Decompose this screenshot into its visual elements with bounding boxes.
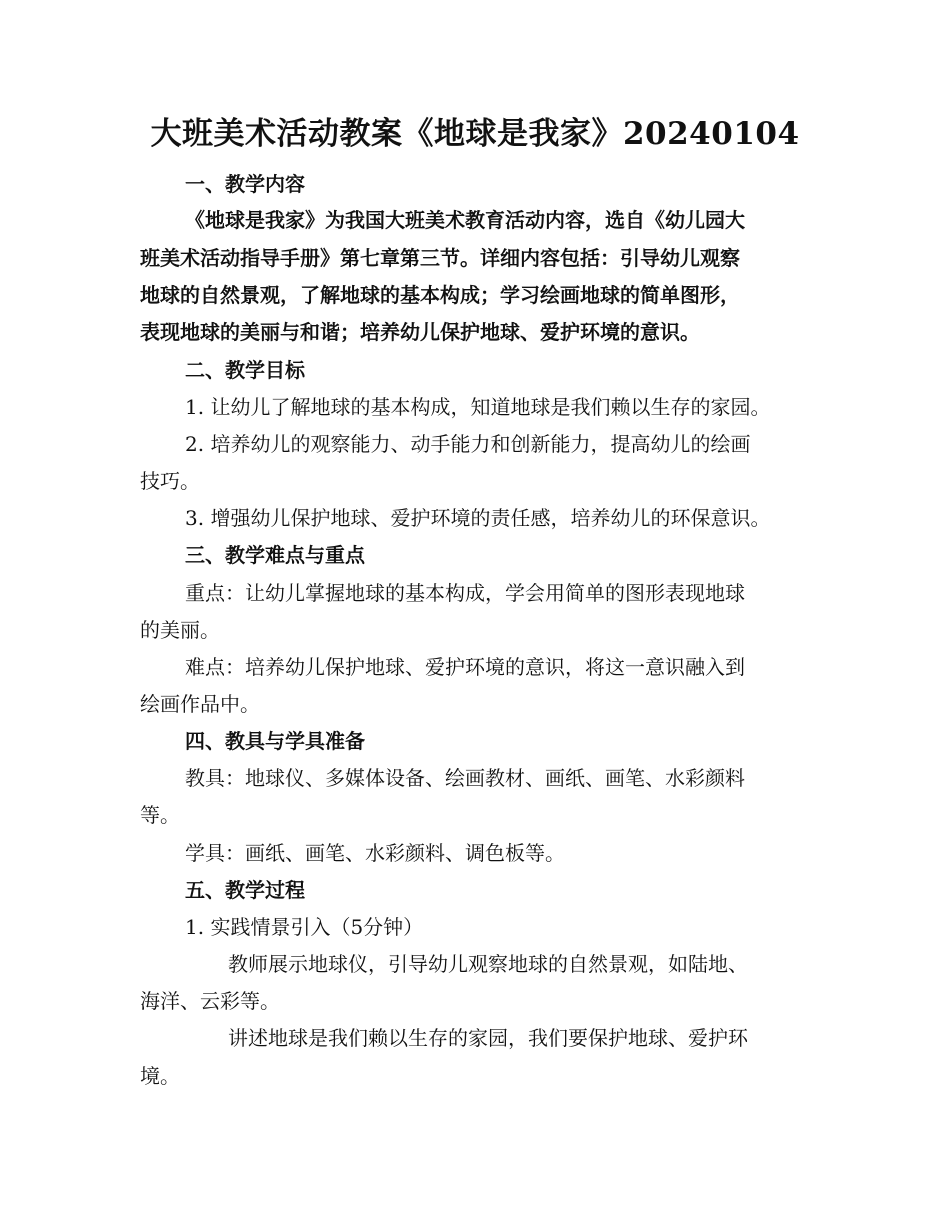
paragraph-line: 教师展示地球仪，引导幼儿观察地球的自然景观，如陆地、: [228, 952, 748, 976]
paragraph-line: 重点：让幼儿掌握地球的基本构成，学会用简单的图形表现地球: [185, 581, 745, 605]
paragraph-line: 教具：地球仪、多媒体设备、绘画教材、画纸、画笔、水彩颜料: [185, 766, 745, 790]
paragraph-line: 绘画作品中。: [140, 692, 260, 716]
paragraph-line: 难点：培养幼儿保护地球、爱护环境的意识，将这一意识融入到: [185, 655, 745, 679]
section-heading-objectives: 二、教学目标: [185, 358, 305, 382]
paragraph-line: 等。: [140, 803, 180, 827]
document-title: 大班美术活动教案《地球是我家》20240104: [150, 116, 800, 152]
list-item: 3. 增强幼儿保护地球、爱护环境的责任感，培养幼儿的环保意识。: [185, 506, 771, 530]
section-heading-key-points: 三、教学难点与重点: [185, 543, 365, 567]
paragraph-line: 海洋、云彩等。: [140, 989, 280, 1013]
section-heading-content: 一、教学内容: [185, 172, 305, 196]
paragraph-line: 表现地球的美丽与和谐；培养幼儿保护地球、爱护环境的意识。: [140, 320, 700, 344]
paragraph-line: 学具：画纸、画笔、水彩颜料、调色板等。: [185, 841, 565, 865]
paragraph-line: 的美丽。: [140, 618, 220, 642]
list-item: 1. 让幼儿了解地球的基本构成，知道地球是我们赖以生存的家园。: [185, 395, 771, 419]
paragraph-line: 地球的自然景观，了解地球的基本构成；学习绘画地球的简单图形，: [140, 283, 740, 307]
paragraph-line: 班美术活动指导手册》第七章第三节。详细内容包括：引导幼儿观察: [140, 246, 740, 270]
list-item: 2. 培养幼儿的观察能力、动手能力和创新能力，提高幼儿的绘画: [185, 432, 751, 456]
section-heading-process: 五、教学过程: [185, 878, 305, 902]
list-item-continuation: 技巧。: [140, 469, 200, 493]
paragraph-line: 《地球是我家》为我国大班美术教育活动内容，选自《幼儿园大: [185, 208, 745, 232]
section-heading-materials: 四、教具与学具准备: [185, 729, 365, 753]
paragraph-line: 境。: [140, 1064, 180, 1088]
list-item: 1. 实践情景引入（5分钟）: [185, 915, 424, 939]
paragraph-line: 讲述地球是我们赖以生存的家园，我们要保护地球、爱护环: [228, 1026, 748, 1050]
